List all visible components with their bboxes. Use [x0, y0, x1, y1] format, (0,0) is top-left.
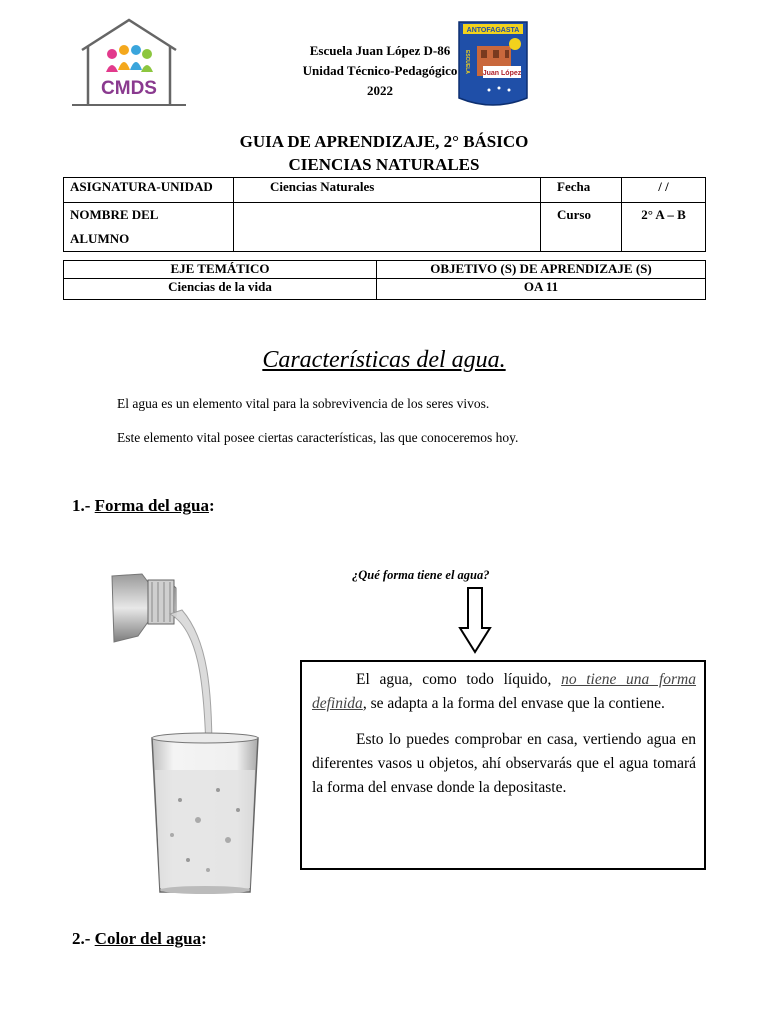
- section-1-title: Forma del agua: [94, 496, 209, 515]
- eje-value: Ciencias de la vida: [64, 279, 377, 300]
- nombre-value[interactable]: [234, 203, 541, 252]
- info-table: [63, 177, 706, 252]
- guide-title-line2: CIENCIAS NATURALES: [288, 155, 480, 174]
- intro-paragraph-2: Este elemento vital posee ciertas características, las que conoceremos hoy.: [117, 430, 519, 445]
- crest-top-text: ANTOFAGASTA: [466, 27, 520, 34]
- school-crest: [457, 20, 529, 110]
- guide-title-line1: GUIA DE APRENDIZAJE, 2° BÁSICO: [239, 132, 529, 151]
- water-glass-illustration: [108, 570, 268, 900]
- fecha-value[interactable]: / /: [622, 178, 706, 203]
- section-2-colon: :: [201, 929, 207, 948]
- section-2-heading: [72, 929, 207, 949]
- box-p1-start: El agua, como todo líquido,: [356, 671, 552, 688]
- box-paragraph-1: [312, 668, 696, 716]
- intro-paragraph-1: El agua es un elemento vital para la sobrevivencia de los seres vivos.: [117, 396, 490, 411]
- nombre-label: [64, 203, 234, 252]
- box-p1-emphasis: no tiene una forma definida: [312, 671, 697, 712]
- asignatura-value: Ciencias Naturales: [234, 178, 541, 203]
- crest-banner-text: Juan López: [482, 70, 522, 77]
- eje-table: [63, 260, 706, 300]
- nombre-label-line1: NOMBRE DEL: [70, 207, 159, 222]
- section-1-heading: [72, 496, 215, 516]
- nombre-label-line2: ALUMNO: [70, 231, 130, 246]
- objetivo-header: OBJETIVO (S) DE APRENDIZAJE (S): [377, 261, 706, 279]
- arrow-down-icon: [458, 586, 492, 654]
- eje-header: EJE TEMÁTICO: [64, 261, 377, 279]
- curso-label: Curso: [541, 203, 622, 252]
- school-name: Escuela Juan López D-86: [309, 43, 451, 58]
- school-unit: Unidad Técnico-Pedagógico: [302, 63, 458, 78]
- school-year: 2022: [367, 83, 393, 98]
- box-p1-end: , se adapta a la forma del envase que la contiene.: [362, 695, 665, 712]
- section-1-colon: :: [208, 496, 215, 515]
- section-2-title: Color del agua: [94, 929, 202, 948]
- section-2-number: 2.-: [72, 929, 91, 948]
- curso-value: 2° A – B: [622, 203, 706, 252]
- guide-title: [0, 130, 768, 176]
- question-text: ¿Qué forma tiene el agua?: [352, 568, 490, 582]
- box-paragraph-2: Esto lo puedes comprobar en casa, vertiendo agua en diferentes vasos u objetos, ahí observarás que el agua tomará la forma del envase donde la depositaste.: [312, 731, 696, 796]
- objetivo-value: OA 11: [377, 279, 706, 300]
- fecha-label: Fecha: [541, 178, 622, 203]
- explanation-box: [300, 660, 706, 870]
- asignatura-label: ASIGNATURA-UNIDAD: [64, 178, 234, 203]
- cmds-logo: [68, 16, 190, 112]
- main-title: Características del agua.: [262, 347, 506, 373]
- crest-side-text: ESCUELA: [464, 50, 470, 74]
- section-1-number: 1.-: [72, 496, 91, 515]
- cmds-logo-text: CMDS: [101, 78, 157, 99]
